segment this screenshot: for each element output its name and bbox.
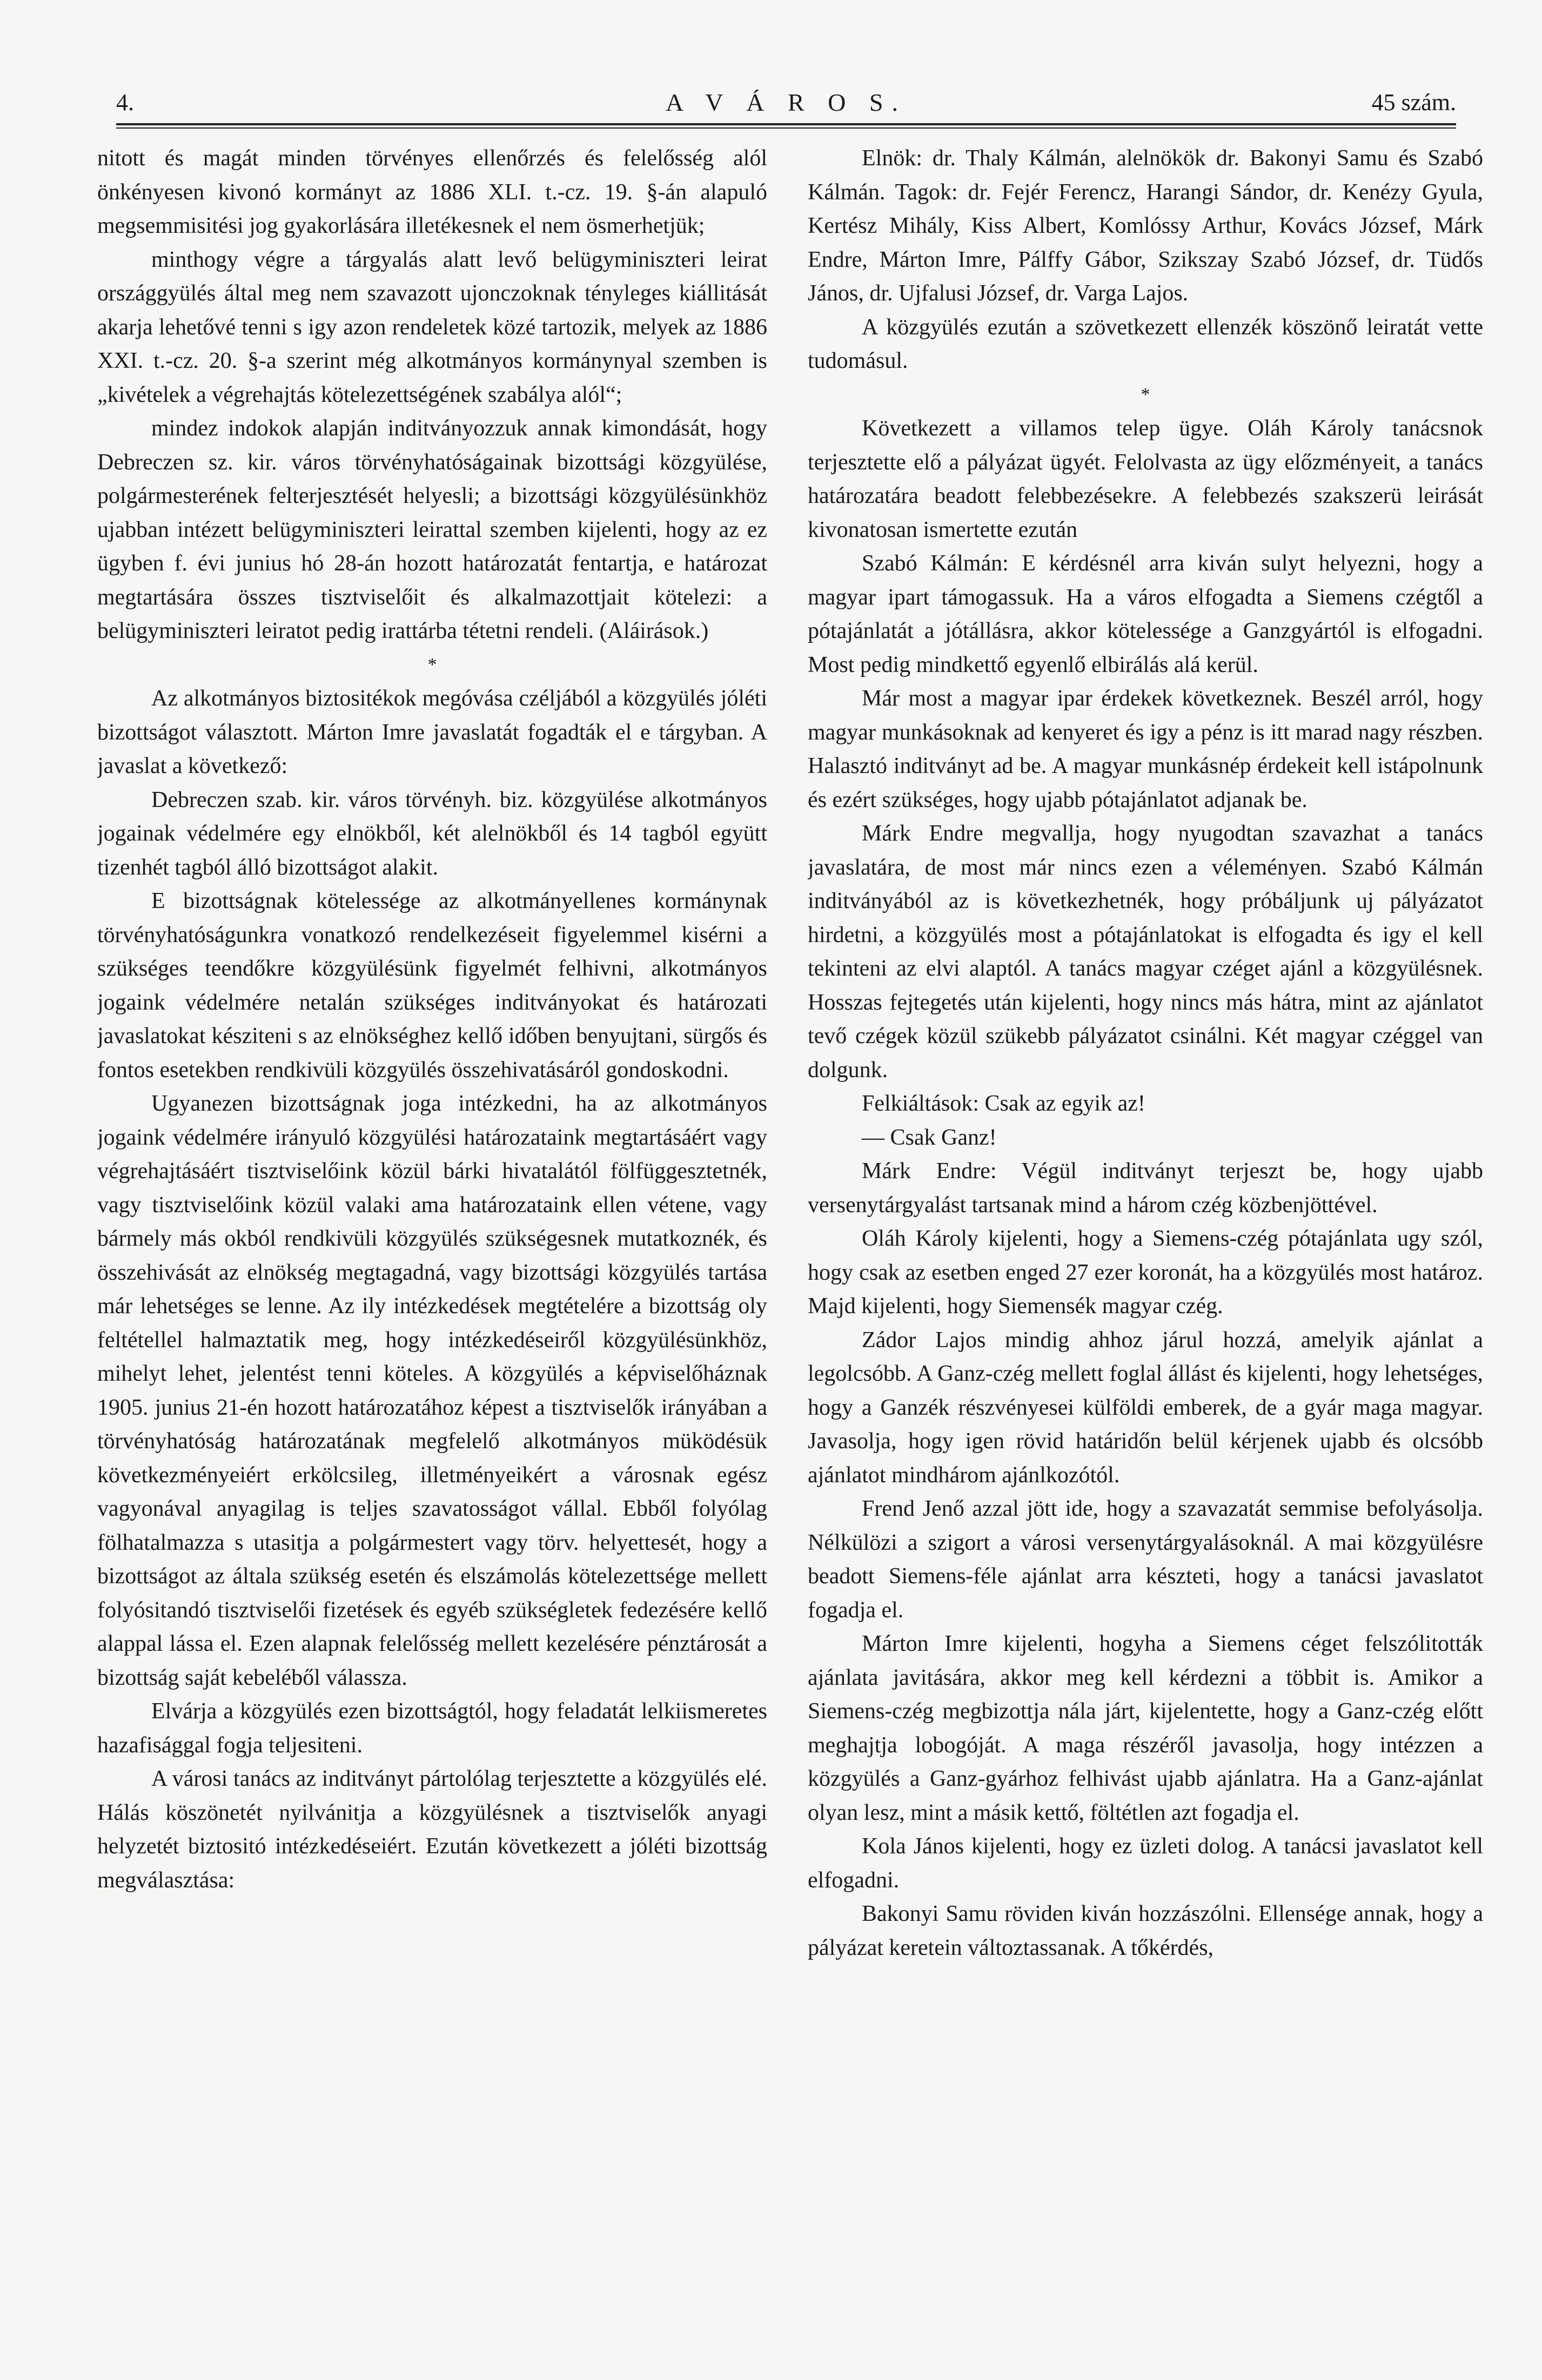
paragraph: Elnök: dr. Thaly Kálmán, alelnökök dr. Bakonyi Samu és Szabó Kálmán. Tagok: dr. Fejér Ferencz, Harangi Sándor, dr. Kenézy Gyula, Kertész Mihály, Kiss Albert, Komlóssy Arthur, Kovács József, Márk Endre, Márton Imre, Pálffy Gábor, Szikszay Szabó József, dr. Tüdős János, dr. Ujfalusi József, dr. Varga Lajos. xyxy=(808,146,1483,306)
paragraph: Frend Jenő azzal jött ide, hogy a szavazatát semmise befolyásolja. Nélkülözi a szigort a városi versenytárgyalásoknál. A mai közgyülésre beadott Siemens-féle ajánlat arra készteti, hogy a tanácsi javaslatot fogadja el. xyxy=(808,1496,1483,1623)
paragraph: Debreczen szab. kir. város törvényh. biz. közgyülése alkotmányos jogainak védelmére egy elnökből, két alelnökből és 14 tagból együtt tizenhét tagból álló bizottságot alakit. xyxy=(97,787,767,880)
paragraph: E bizottságnak kötelessége az alkotmányellenes kormánynak törvényhatóságunkra vonatkozó rendelkezéseit figyelemmel kisérni a szükséges teendőkre közgyülésünk figyelmét felhivni, alkotmányos jogaink védelmére netalán szükséges inditványokat és határozati javaslatokat késziteni s az elnökséghez kellő időben benyujtani, sürgős és fontos esetekben rendkivüli közgyülés összehivatásáról gondoskodni. xyxy=(97,889,767,1083)
page-number: 4. xyxy=(116,89,134,116)
paragraph: Felkiáltások: Csak az egyik az! xyxy=(862,1091,1145,1116)
issue-number: 45 szám. xyxy=(1371,89,1456,116)
paragraph: Oláh Károly kijelenti, hogy a Siemens-czég pótajánlata ugy szól, hogy csak az esetben enged 27 ezer koronát, ha a közgyülés most határoz. Majd kijelenti, hogy Siemensék magyar czég. xyxy=(808,1226,1483,1319)
left-column xyxy=(97,142,767,2345)
paragraph: A közgyülés ezután a szövetkezett ellenzék köszönő leiratát vette tudomásul. xyxy=(808,314,1483,373)
paragraph: Következett a villamos telep ügye. Oláh Károly tanácsnok terjesztette elő a pályázat ügyét. Felolvasta az ügy előzményeit, a tanács határozatára beadott felebbezésekre. A felebbezés szakszerü leirását kivonatosan ismertette ezután xyxy=(808,416,1483,542)
paragraph: Márk Endre: Végül inditványt terjeszt be, hogy ujabb versenytárgyalást tartsanak mind a három czég közbenjöttével. xyxy=(808,1159,1483,1218)
paragraph: Szabó Kálmán: E kérdésnél arra kiván sulyt helyezni, hogy a magyar ipart támogassuk. Ha a város elfogadta a Siemens czégtől a pótajánlatát a jótállásra, akkor kötelessége a Ganzgyártól is elfogadni. Most pedig mindkettő egyenlő elbirálás alá kerül. xyxy=(808,551,1483,677)
paragraph: nitott és magát minden törvényes ellenőrzés és felelősség alól önkényesen kivonó kormányt az 1886 XLI. t.-cz. 19. §-án alapuló megsemmisitési jog gyakorlására illetékesnek el nem ösmerhetjük; xyxy=(97,146,767,238)
section-separator: * xyxy=(1141,384,1150,405)
right-column xyxy=(808,142,1483,2345)
header-rule xyxy=(116,123,1456,125)
paragraph: Bakonyi Samu röviden kiván hozzászólni. Ellensége annak, hogy a pályázat keretein változtassanak. A tőkérdés, xyxy=(808,1901,1483,1960)
newspaper-title: A V Á R O S. xyxy=(666,89,907,116)
paragraph: minthogy végre a tárgyalás alatt levő belügyminiszteri leirat országgyülés által meg nem szavazott ujonczoknak tényleges kiállitását akarja lehetővé tenni s igy azon rendeletek közé tartozik, melyek az 1886 XXI. t.-cz. 20. §-a szerint még alkotmányos kormánynyal szemben is „kivételek a végrehajtás kötelezettségének szabálya alól“; xyxy=(97,247,767,407)
paragraph: mindez indokok alapján inditványozzuk annak kimondását, hogy Debreczen sz. kir. város törvényhatóságainak bizottsági közgyülése, polgármesterének felterjesztését helyesli; a bizottsági közgyülésünkhöz ujabban intézett belügyminiszteri leirattal szemben kijelenti, hogy az ez ügyben f. évi junius hó 28-án hozott határozatát fentartja, e határozat megtartására összes tisztviselőit és alkalmazottjait kötelezi: a belügyminiszteri leiratot pedig irattárba tétetni rendeli. (Aláirások.) xyxy=(97,416,767,643)
page-header xyxy=(116,86,1456,124)
paragraph: Zádor Lajos mindig ahhoz járul hozzá, amelyik ajánlat a legolcsóbb. A Ganz-czég mellett foglal állást és kijelenti, hogy lehetséges, hogy a Ganzék részvényesei külföldi emberek, de a gyár maga magyar. Javasolja, hogy igen rövid határidőn belül kérjenek ujabb és olcsóbb ajánlatot mindhárom ajánlkozótól. xyxy=(808,1327,1483,1488)
paragraph: Ugyanezen bizottságnak joga intézkedni, ha az alkotmányos jogaink védelmére irányuló közgyülési határozataink megtartásáért vagy végrehajtásáért tisztviselőink közül bárki hivatalától fölfüggesztetnék, vagy tisztviselőink közül valaki ama határozataink ellen vétene, vagy bármely más okból rendkivüli közgyülés szükségesnek mutatkoznék, és összehivását az elnökség megtagadná, vagy bizottsági közgyülés tartása már lehetséges se lenne. Az ily intézkedések megtételére a bizottság oly feltétellel halmaztatik meg, hogy intézkedéseiről közgyülésünkhöz, mihelyt lehet, jelentést tenni köteles. A közgyülés a képviselőháznak 1905. junius 21-én hozott határozatához képest a tisztviselők irányában a törvényhatóság határozatának megfelelő alkotmányos müködésük következményeiért erkölcsileg, illetményeikért a városnak egész vagyonával anyagilag is teljes szavatosságot vállal. Ebből folyólag fölhatalmazza s utasitja a polgármestert vagy törv. helyettesét, hogy a bizottságot az általa szükség esetén és elszámolás kötelezettsége mellett folyósitandó tisztviselői fizetések és egyéb szükségletek fedezésére kellő alappal lássa el. Ezen alapnak felelősség mellett kezelésére pénztárosát a bizottság saját kebeléből válassza. xyxy=(97,1091,767,1690)
paragraph: Az alkotmányos biztositékok megóvása czéljából a közgyülés jóléti bizottságot választott. Márton Imre javaslatát fogadták el e tárgyban. A javaslat a következő: xyxy=(97,686,767,778)
header-rule-thin xyxy=(116,127,1456,129)
paragraph: Már most a magyar ipar érdekek következnek. Beszél arról, hogy magyar munkásoknak ad kenyeret és igy a pénz is itt marad nagy részben. Halasztó inditványt ad be. A magyar munkásnép érdekeit kell istápolnunk és ezért szükséges, hogy ujabb pótajánlatot adjanak be. xyxy=(808,686,1483,812)
paragraph: — Csak Ganz! xyxy=(862,1125,997,1150)
paragraph: Kola János kijelenti, hogy ez üzleti dolog. A tanácsi javaslatot kell elfogadni. xyxy=(808,1834,1483,1893)
paragraph: A városi tanács az inditványt pártolólag terjesztette a közgyülés elé. Hálás köszönetét nyilvánitja a közgyülésnek a tisztviselők anyagi helyzetét biztositó intézkedéseiért. Ezután következett a jóléti bizottság megválasztása: xyxy=(97,1766,767,1893)
paragraph: Márton Imre kijelenti, hogyha a Siemens céget felszólitották ajánlata javitására, akkor meg kell kérdezni a többit is. Amikor a Siemens-czég megbizottja nála járt, kijelentette, hogy a Ganz-czég előtt meghajtja lobogóját. A maga részéről javasolja, hogy intézzen a közgyülés a Ganz-gyárhoz felhivást ujabb ajánlatra. Ha a Ganz-ajánlat olyan lesz, mint a másik kettő, föltétlen azt fogadja el. xyxy=(808,1631,1483,1825)
section-separator: * xyxy=(427,654,437,675)
paragraph: Elvárja a közgyülés ezen bizottságtól, hogy feladatát lelkiismeretes hazafisággal fogja teljesiteni. xyxy=(97,1699,767,1758)
paragraph: Márk Endre megvallja, hogy nyugodtan szavazhat a tanács javaslatára, de most már nincs ezen a véleményen. Szabó Kálmán inditványából az is következhetnék, hogy próbáljunk uj pályázatot hirdetni, a közgyülés most a pótajánlatokat is elfogadta és igy el kell tekinteni az elvi alaptól. A tanács magyar czéget ajánl a közgyülésnek. Hosszas fejtegetés után kijelenti, hogy nincs más hátra, mint az ajánlatot tevő czégek közül szükebb pályázatot csinálni. Két magyar czéggel van dolgunk. xyxy=(808,821,1483,1083)
